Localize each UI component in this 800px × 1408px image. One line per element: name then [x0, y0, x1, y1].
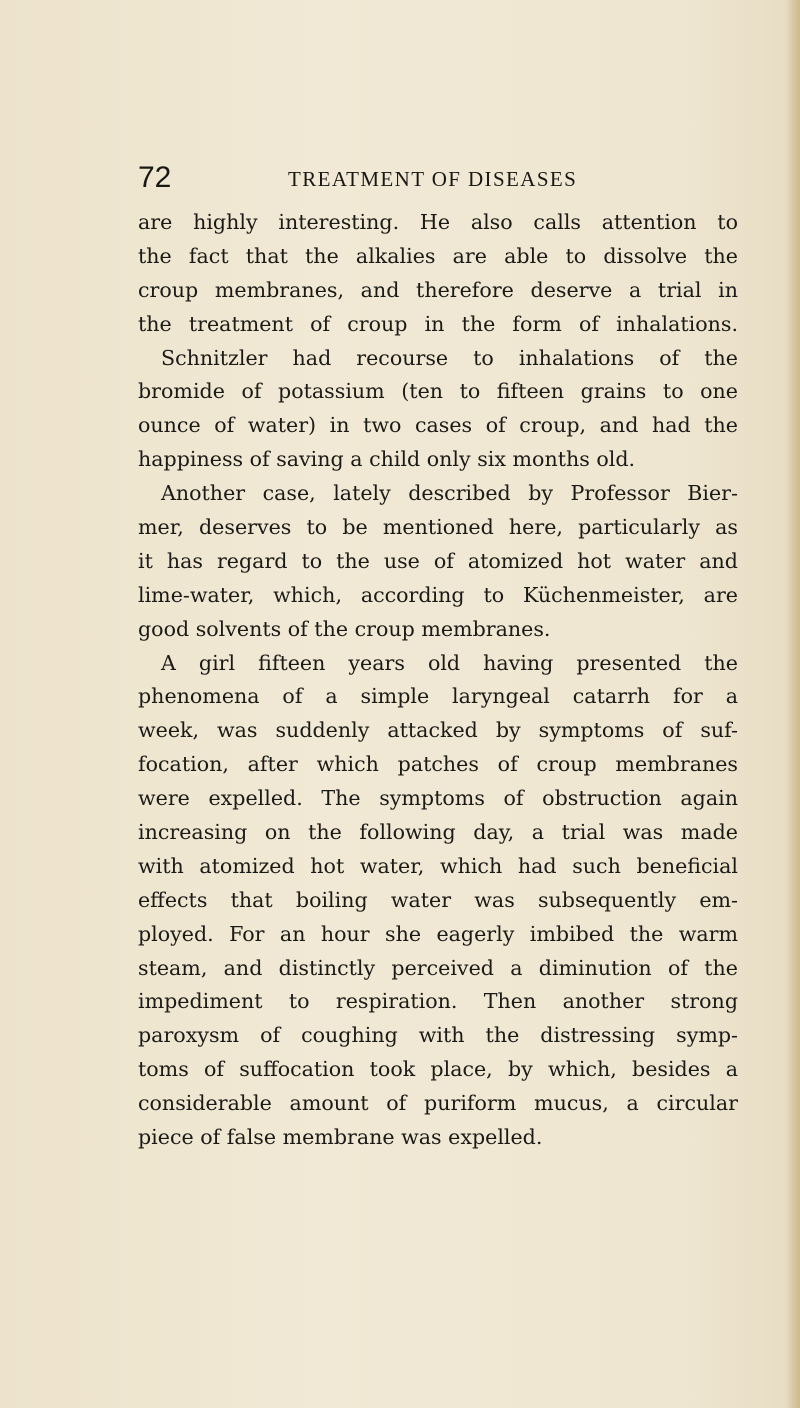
text-line: steam, and distinctly perceived a diminution of the [138, 955, 738, 980]
text-line: Schnitzler had recourse to inhalations of the [161, 345, 738, 370]
text-line: ployed. For an hour she eagerly imbibed the warm [138, 921, 738, 946]
page-number: 72 [138, 161, 172, 194]
text-line: it has regard to the use of atomized hot water and [138, 548, 738, 573]
text-line: were expelled. The symptoms of obstruction again [138, 786, 738, 811]
text-line: ounce of water) in two cases of croup, and had the [138, 413, 738, 438]
text-line: week, was suddenly attacked by symptoms of suf- [138, 718, 738, 743]
text-line: A girl fifteen years old having presented the [161, 650, 738, 675]
text-line: mer, deserves to be mentioned here, particularly as [138, 515, 738, 540]
text-line: croup membranes, and therefore deserve a trial in [138, 277, 738, 302]
text-line: lime-water, which, according to Küchenmeister, are [138, 582, 738, 607]
text-line: bromide of potassium (ten to fifteen grains to one [138, 379, 738, 404]
page-header [138, 160, 638, 200]
text-line: phenomena of a simple laryngeal catarrh for a [138, 684, 738, 709]
text-line: effects that boiling water was subsequently em- [138, 887, 738, 912]
text-line: piece of false membrane was expelled. [138, 1125, 543, 1150]
text-line: impediment to respiration. Then another strong [138, 989, 738, 1014]
text-line: paroxysm of coughing with the distressing symp- [138, 1023, 738, 1048]
text-line: Another case, lately described by Professor Bier- [161, 481, 738, 506]
text-line: good solvents of the croup membranes. [138, 616, 551, 641]
text-line: the fact that the alkalies are able to dissolve the [138, 243, 738, 268]
text-line: are highly interesting. He also calls attention to [138, 210, 738, 234]
text-line: happiness of saving a child only six months old. [138, 447, 636, 472]
body-text [138, 206, 738, 1155]
text-line: with atomized hot water, which had such beneficial [138, 853, 738, 878]
text-line: toms of suffocation took place, by which, besides a [138, 1057, 738, 1082]
running-head: TREATMENT OF DISEASES [288, 167, 578, 191]
text-line: the treatment of croup in the form of inhalations. [138, 311, 738, 336]
text-line: considerable amount of puriform mucus, a circular [138, 1091, 738, 1116]
text-line: focation, after which patches of croup membranes [138, 752, 738, 777]
text-line: increasing on the following day, a trial was made [138, 820, 738, 845]
page-edge-shadow [786, 0, 800, 1408]
